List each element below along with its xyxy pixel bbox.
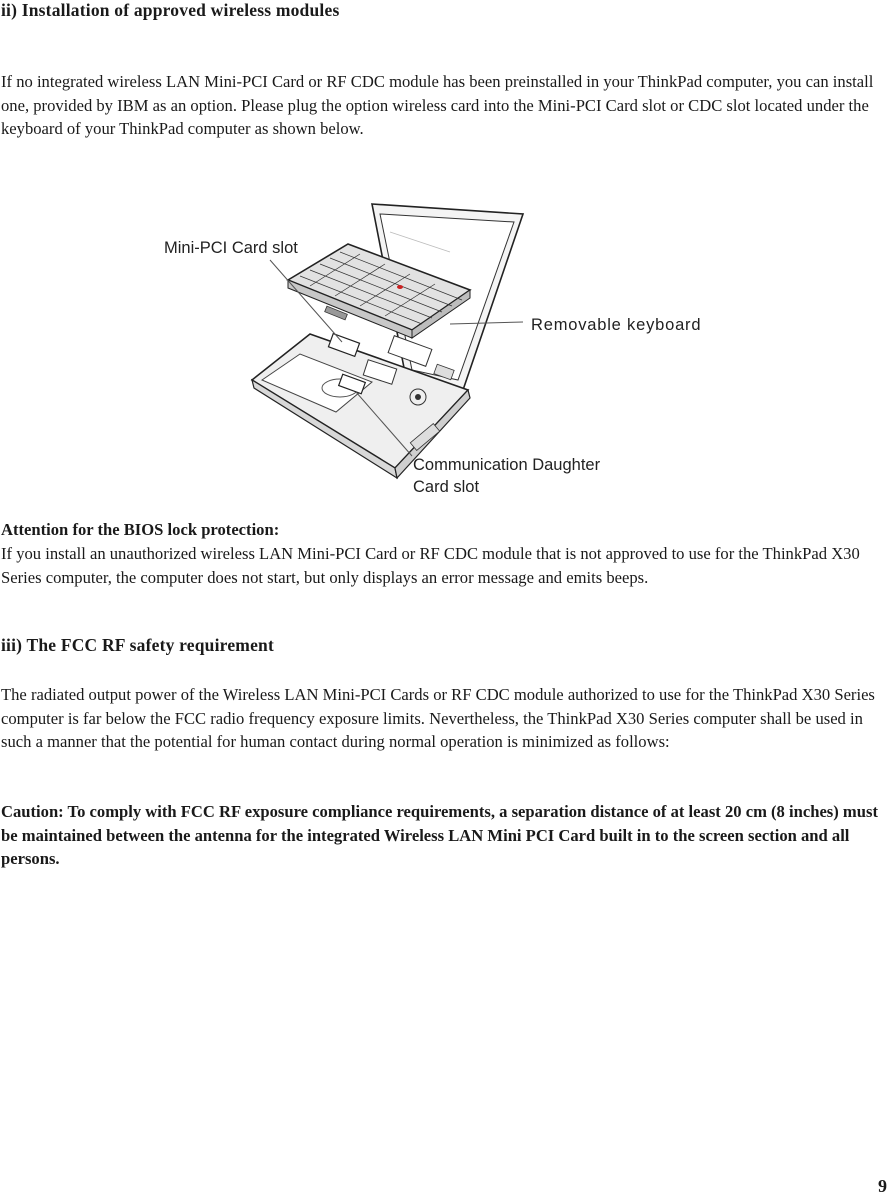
fcc-paragraph: The radiated output power of the Wireless LAN Mini-PCI Cards or RF CDC module authorized to use for the ThinkPad X30 Series computer is far below the FCC radio frequency exposure limits. Nevertheless, the ThinkPad X30 Series computer shall be used in such a manner that the potential for human contact during normal operation is minimized as follows: — [1, 685, 875, 752]
minipci-label: Mini-PCI Card slot — [164, 239, 298, 257]
cdc-label-line1: Communication Daughter — [413, 456, 601, 474]
caution-paragraph: Caution: To comply with FCC RF exposure compliance requirements, a separation distance of at least 20 cm (8 inches) must be maintained between the antenna for the integrated Wireless LAN Mini PCI Card built in to the screen section and all persons. — [1, 802, 878, 869]
installation-paragraph: If no integrated wireless LAN Mini-PCI Card or RF CDC module has been preinstalled in your ThinkPad computer, you can install one, provided by IBM as an option. Please plug the option wireless card into the Mini-PCI Card slot or CDC slot located under the keyboard of your ThinkPad computer as shown below. — [1, 72, 874, 139]
attention-heading: Attention for the BIOS lock protection: — [1, 520, 280, 539]
cdc-label-line2: Card slot — [413, 478, 480, 496]
laptop-illustration — [150, 192, 750, 502]
section-heading-fcc: iii) The FCC RF safety requirement — [1, 635, 274, 655]
page-number: 9 — [878, 1176, 887, 1196]
attention-paragraph: If you install an unauthorized wireless LAN Mini-PCI Card or RF CDC module that is not approved to use for the ThinkPad X30 Series computer, the computer does not start, but only displays an error message and emits beeps. — [1, 544, 860, 587]
laptop-figure — [150, 192, 750, 502]
keyboard-label: Removable keyboard — [531, 316, 702, 334]
section-heading-installation: ii) Installation of approved wireless modules — [1, 0, 340, 20]
